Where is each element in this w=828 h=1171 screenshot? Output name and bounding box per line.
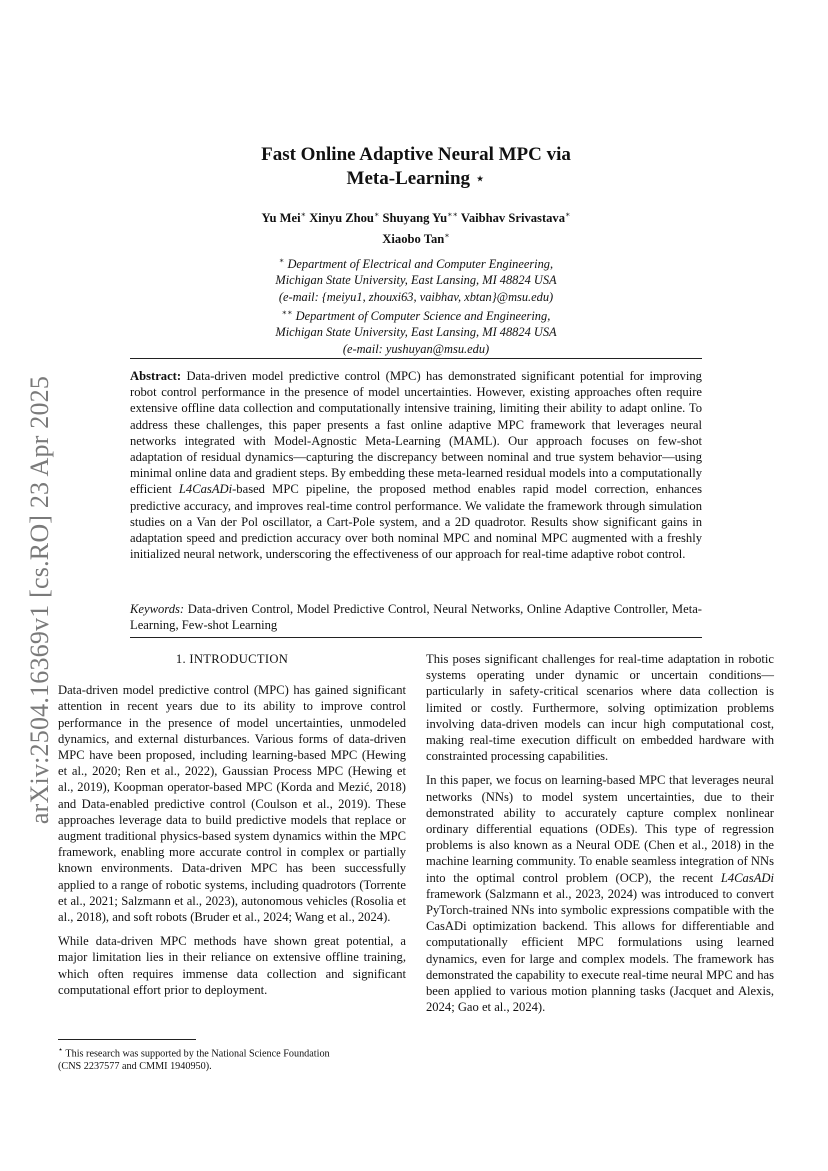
abstract-top-rule <box>130 358 702 359</box>
title-footnote-star: ⋆ <box>474 169 486 188</box>
affiliations <box>130 253 702 357</box>
footnote-line-1 <box>58 1043 406 1060</box>
author-mark: ∗ <box>300 210 307 219</box>
section-heading: 1. INTRODUCTION <box>175 652 289 666</box>
affiliation-2-line-1 <box>130 305 702 324</box>
keywords <box>130 601 702 633</box>
right-column <box>426 651 774 1023</box>
author-name: Xinyu Zhou <box>309 211 374 226</box>
author-name: Shuyang Yu <box>382 211 448 226</box>
abstract-text-italic: L4CasADi <box>178 482 233 497</box>
paragraph: This poses significant challenges for real-time adaptation in robotic systems operating under dynamic or uncertain conditions—particularly in safety-critical scenarios where data collection is limited or costly. Furthermore, solving optimization problems involving data-driven models can incur high computational cost, making real-time execution difficult on embedded hardware with constrainted processing capabilities. <box>426 652 774 764</box>
abstract-text-a: Data-driven model predictive control (MPC) has demonstrated significant potential for improving robot control performance in the presence of model uncertainties. However, existing approaches often require extensive offline data collection and computationally intensive training, limiting their ability to adapt online. To address these challenges, this paper presents a fast online adaptive MPC framework that leverages neural networks integrated with Model-Agnostic Meta-Learning (MAML). Our approach focuses on few-shot adaptation of residual dynamics—capturing the discrepancy between nominal and true system behavior—using minimal online data and gradient steps. By embedding these meta-learned residual models into a computationally efficient <box>130 369 702 497</box>
footnote-rule <box>58 1039 196 1040</box>
affiliation-2-dept: Department of Computer Science and Engineering, <box>295 309 551 324</box>
paper-title <box>130 143 702 191</box>
arxiv-identifier-text: arXiv:2504.16369v1 [cs.RO] 23 Apr 2025 <box>25 375 54 825</box>
paragraph-text-italic: L4CasADi <box>720 870 774 885</box>
paragraph <box>426 772 774 1015</box>
affiliation-1-line-1 <box>130 253 702 272</box>
keywords-text: Data-driven Control, Model Predictive Control, Neural Networks, Online Adaptive Controller, Meta-Learning, Few-shot Learning <box>130 602 702 633</box>
author-line-1 <box>130 206 702 227</box>
abstract <box>130 368 702 562</box>
footnote-line-2: (CNS 2237577 and CMMI 1940950). <box>58 1061 212 1073</box>
affiliation-mark: ∗∗ <box>281 308 293 318</box>
title-line-2 <box>130 167 702 191</box>
author-mark: ∗∗ <box>447 210 458 219</box>
author-line-2 <box>130 227 702 248</box>
author-list <box>130 206 702 248</box>
affiliation-2-email: (e-mail: yushuyan@msu.edu) <box>342 341 490 356</box>
affiliation-mark: ∗ <box>278 256 285 265</box>
title-line-1: Fast Online Adaptive Neural MPC via <box>261 144 571 165</box>
affiliation-1-dept: Department of Electrical and Computer Engineering, <box>287 257 554 272</box>
keywords-label: Keywords: <box>130 602 185 616</box>
footnote-mark: ⋆ <box>58 1045 64 1054</box>
footnote <box>58 1043 406 1073</box>
affiliation-1-line-2: Michigan State University, East Lansing, MI 48824 USA <box>275 273 557 288</box>
author-name: Xiaobo Tan <box>382 232 445 247</box>
footnote-text-1: This research was supported by the National Science Foundation <box>65 1048 330 1060</box>
paragraph: While data-driven MPC methods have shown great potential, a major limitation lies in their reliance on extensive offline training, which often requires immense data collection and significant computational effort prior to deployment. <box>58 934 406 997</box>
paragraph-text-a: In this paper, we focus on learning-based MPC that leverages neural networks (NNs) to model system uncertainties, due to their demonstrated ability to accurately capture complex nonlinear ordinary differential equations (ODEs). This type of regression problems is also known as a Neural ODE (Chen et al., 2018) in the machine learning community. To enable seamless integration of NNs into the optimal control problem (OCP), the recent <box>426 773 774 885</box>
keywords-bottom-rule <box>130 637 702 638</box>
paragraph-text-b: framework (Salzmann et al., 2023, 2024) was introduced to convert PyTorch-trained NNs into symbolic expressions compatible with the CasADi optimization backend. This allows for differentiable and computationally efficient MPC formulations using learned dynamics, even for large and complex models. The framework has demonstrated the capability to execute real-time neural MPC and has been applied to various motion planning tasks (Jacquet and Alexis, 2024; Gao et al., 2024). <box>426 886 774 1015</box>
affiliation-1-email: (e-mail: {meiyu1, zhouxi63, vaibhav, xbtan}@msu.edu) <box>278 289 554 304</box>
left-column <box>58 651 406 1006</box>
affiliation-2-line-2: Michigan State University, East Lansing, MI 48824 USA <box>275 325 557 340</box>
abstract-label: Abstract: <box>130 369 182 383</box>
author-name: Vaibhav Srivastava <box>460 211 566 226</box>
author-mark: ∗ <box>373 210 380 219</box>
author-mark: ∗ <box>565 210 571 219</box>
abstract-text-b: -based MPC pipeline, the proposed method enables rapid model correction, enhances predictive accuracy, and improves real-time control performance. We validate the framework through simulation studies on a Van der Pol oscillator, a Cart-Pole system, and a 2D quadrotor. Results show significant gains in adaptation speed and prediction accuracy over both nominal MPC and nominal MPC augmented with a freshly initialized neural network, underscoring the effectiveness of our approach for real-time adaptive robot control. <box>130 482 702 562</box>
author-mark: ∗ <box>444 231 450 241</box>
author-name: Yu Mei <box>261 211 301 226</box>
title-line-2-text: Meta-Learning <box>346 168 471 189</box>
paragraph: Data-driven model predictive control (MPC) has gained significant attention in recent years due to its ability to improve control performance in the presence of model uncertainties, unmodeled dynamics, and external disturbances. Various forms of data-driven MPC have been proposed, including learning-based MPC (Hewing et al., 2020; Ren et al., 2022), Gaussian Process MPC (Hewing et al., 2019), Koopman operator-based MPC (Korda and Mezić, 2018) and Data-enabled predictive control (Coulson et al., 2019). These approaches leverage data to build predictive models that replace or augment traditional physics-based system dynamics within the MPC framework, enabling more accurate control in complex or partially known environments. Data-driven MPC has been successfully applied to a range of robotic systems, including quadrotors (Torrente et al., 2021; Salzmann et al., 2023), autonomous vehicles (Rosolia et al., 2018), and soft robots (Bruder et al., 2024; Wang et al., 2024). <box>58 683 406 925</box>
